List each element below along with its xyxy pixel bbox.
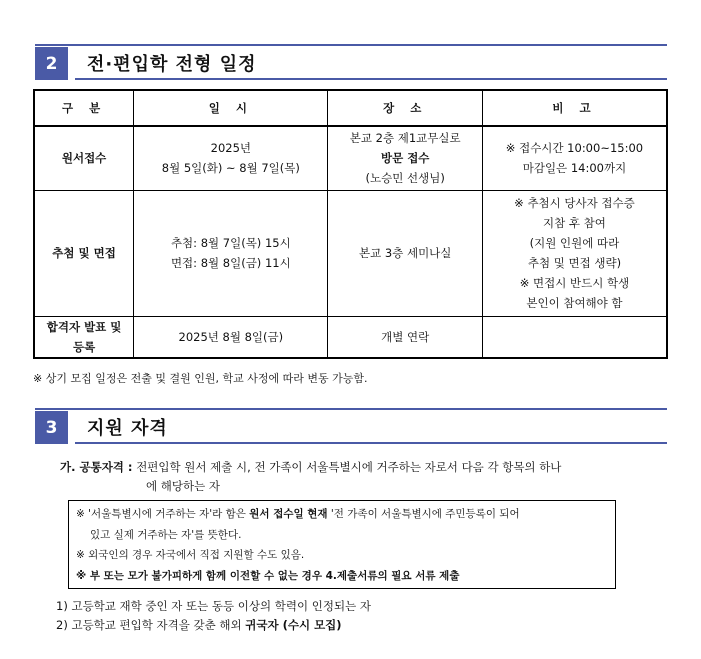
section-number-badge: 3 <box>35 411 68 444</box>
notice-text: ※ '서울특별시에 거주하는 자'라 함은 <box>76 508 250 520</box>
cell-line: ※ 추첨시 당사자 접수증 <box>514 196 635 210</box>
notice-line: ※ 부 또는 모가 불가피하게 함께 이전할 수 없는 경우 4.제출서류의 필요 서류 제출 <box>76 569 460 582</box>
table-row <box>34 190 667 316</box>
cell-line: 마감일은 14:00까지 <box>522 161 627 176</box>
cell-line: 합격자 발표 및 <box>46 319 122 334</box>
notice-line: 있고 실제 거주하는 자'를 뜻한다. <box>90 528 242 541</box>
row-datetime: 2025년 8월 8일(금) <box>134 316 328 358</box>
table-row <box>34 126 667 190</box>
list-item-text: 2) 고등학교 편입학 자격을 갖춘 해외 <box>56 618 246 632</box>
notice-emphasis: 원서 접수일 현재 <box>249 508 328 520</box>
row-datetime <box>134 190 328 316</box>
row-label: 원서접수 <box>34 126 134 190</box>
cell-line: 추첨: 8월 7일(목) 15시 <box>170 236 291 250</box>
qualification-lead: 가. 공통자격 : <box>60 460 133 474</box>
schedule-note: ※ 상기 모집 일정은 전출 및 결원 인원, 학교 사정에 따라 변동 가능함. <box>33 372 368 385</box>
row-label: 추첨 및 면접 <box>34 190 134 316</box>
list-item: 1) 고등학교 재학 중인 자 또는 동등 이상의 학력이 인정되는 자 <box>56 599 371 613</box>
section-title: 지원 자격 <box>87 418 168 439</box>
qualification-text: 전편입학 원서 제출 시, 전 가족이 서울특별시에 거주하는 자로서 다음 각 항목의 하나 <box>136 460 562 474</box>
row-label <box>34 316 134 358</box>
qualification-items <box>56 597 371 635</box>
header-category: 구 분 <box>34 90 134 126</box>
section-3-header <box>35 408 667 444</box>
row-datetime <box>134 126 328 190</box>
cell-line: 방문 접수 <box>380 151 430 166</box>
list-item-emphasis: 귀국자 (수시 모집) <box>245 618 342 632</box>
cell-line: ※ 면접시 반드시 학생 <box>519 276 630 290</box>
section-divider-top <box>35 408 667 410</box>
row-place: 개별 연락 <box>328 316 482 358</box>
table-row <box>34 316 667 358</box>
notice-text: '전 가족이 서울특별시에 주민등록이 되어 <box>327 508 520 520</box>
cell-line: (지원 인원에 따라 <box>529 236 620 250</box>
section-divider-bottom <box>75 78 667 80</box>
row-place <box>328 126 482 190</box>
schedule-table <box>33 89 668 359</box>
cell-line: 본인이 참여해야 함 <box>526 296 623 310</box>
row-place: 본교 3층 세미나실 <box>328 190 482 316</box>
notice-line: ※ 외국인의 경우 자국에서 직접 지원할 수도 있음. <box>76 549 305 561</box>
cell-line: 본교 2층 제1교무실로 <box>349 131 461 146</box>
notice-box <box>68 500 616 589</box>
section-title: 전·편입학 전형 일정 <box>87 54 257 75</box>
header-remarks: 비 고 <box>482 90 667 126</box>
cell-line: 추첨 및 면접 생략) <box>527 256 622 270</box>
cell-line: 면접: 8월 8일(금) 11시 <box>170 256 291 270</box>
table-header-row <box>34 90 667 126</box>
row-remarks <box>482 190 667 316</box>
list-item <box>56 616 371 635</box>
qualification-text-cont: 에 해당하는 자 <box>146 479 220 493</box>
section-2-header <box>35 44 667 80</box>
cell-line: ※ 접수시간 10:00~15:00 <box>505 141 644 156</box>
notice-line <box>76 504 615 525</box>
cell-line: (노승민 선생님) <box>365 171 445 186</box>
row-remarks <box>482 316 667 358</box>
header-place: 장 소 <box>328 90 482 126</box>
common-qualification <box>60 458 680 496</box>
section-divider-top <box>35 44 667 46</box>
header-datetime: 일 시 <box>134 90 328 126</box>
cell-line: 2025년 <box>210 141 252 156</box>
cell-line: 8월 5일(화) ~ 8월 7일(목) <box>161 161 300 176</box>
cell-line: 지참 후 참여 <box>543 216 606 230</box>
section-number-badge: 2 <box>35 47 68 80</box>
section-divider-bottom <box>75 442 667 444</box>
cell-line: 등록 <box>72 339 96 354</box>
row-remarks <box>482 126 667 190</box>
